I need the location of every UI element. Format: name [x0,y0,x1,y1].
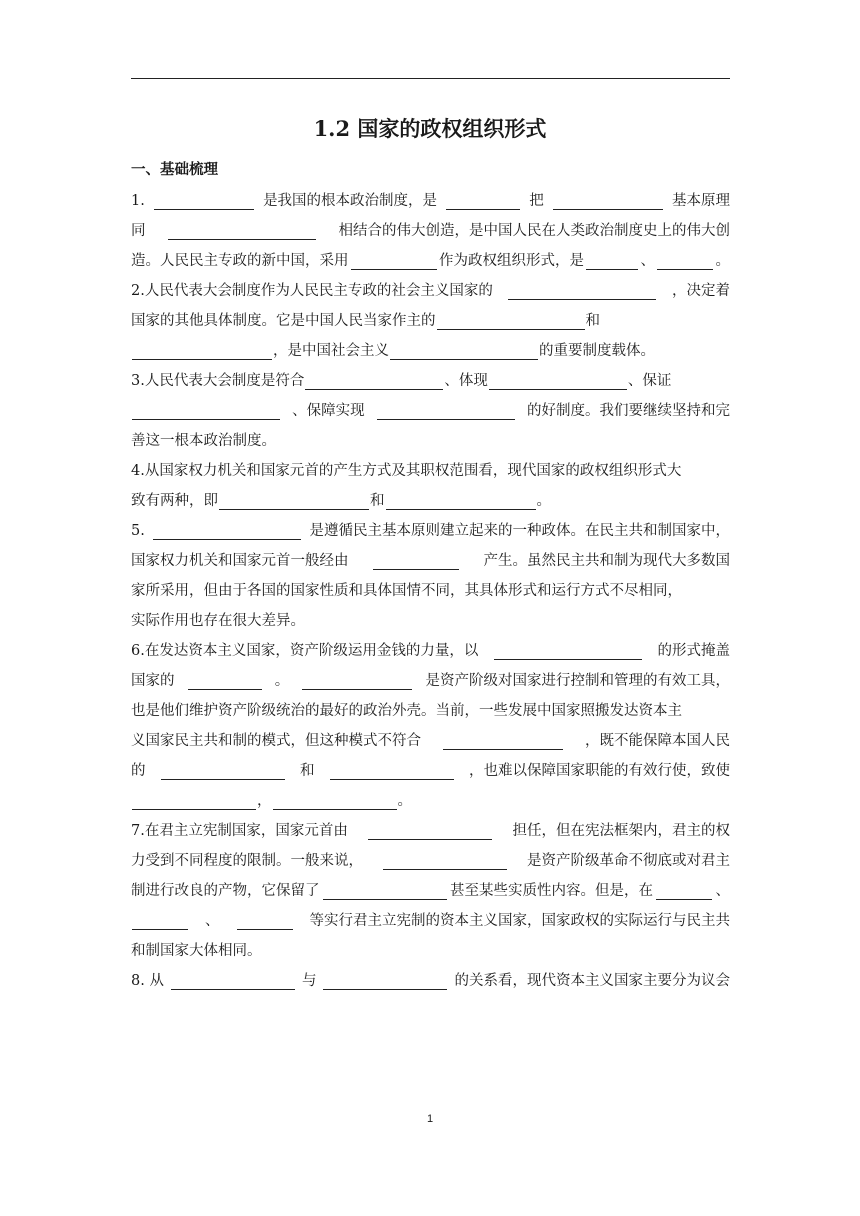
page-title: 1.2 国家的政权组织形式 [313,116,547,141]
paragraph-7-line-5: 和制国家大体相同。 [131,943,262,959]
paragraph-4-line-1: 4.从国家权力机关和国家元首的产生方式及其职权范围看，现代国家的政权组织形式大 [131,463,682,479]
blank[interactable] [351,252,437,270]
blank[interactable] [132,342,272,360]
header-rule [131,78,730,79]
blank[interactable] [656,882,712,900]
blank[interactable] [446,192,520,210]
paragraph-5-line-1: 5. 是遵循民主基本原则建立起来的一种政体。在民主共和制国家中， [131,523,730,539]
blank[interactable] [132,792,256,810]
paragraph-5-line-4: 实际作用也存在很大差异。 [131,613,305,629]
paragraph-6-line-5: 的 和 ，也难以保障国家职能的有效行使，致使 [131,763,730,779]
page-number: 1 [426,1113,434,1125]
paragraph-2-line-2: 国家的其他具体制度。它是中国人民当家作主的 和 [131,313,600,329]
blank[interactable] [489,372,627,390]
paragraph-1-line-3: 造。人民民主专政的新中国，采用 作为政权组织形式，是 、 。 [131,253,730,269]
paragraph-7-line-3: 制进行改良的产物，它保留了 甚至某些实质性内容。但是，在 、 [131,883,730,899]
paragraph-1-line-2: 同 相结合的伟大创造，是中国人民在人类政治制度史上的伟大创 [131,223,730,239]
paragraph-4-line-2: 致有两种，即 和 。 [131,493,551,509]
paragraph-6-line-4: 义国家民主共和制的模式，但这种模式不符合 ，既不能保障本国人民 [131,733,730,749]
blank[interactable] [188,672,262,690]
blank[interactable] [132,912,188,930]
blank[interactable] [161,762,285,780]
blank[interactable] [323,882,447,900]
paragraph-5-line-3: 家所采用，但由于各国的国家性质和具体国情不同，其具体形式和运行方式不尽相同， [131,583,682,599]
blank[interactable] [437,312,585,330]
paragraph-1-line-1: 1. 是我国的根本政治制度，是 把 基本原理 [131,193,730,209]
blank[interactable] [330,762,454,780]
blank[interactable] [154,192,254,210]
blank[interactable] [237,912,293,930]
paragraph-6-line-6: ， 。 [131,786,730,816]
blank[interactable] [386,492,536,510]
blank[interactable] [553,192,663,210]
blank[interactable] [323,972,447,990]
blank[interactable] [302,672,412,690]
blank[interactable] [377,402,515,420]
blank[interactable] [657,252,713,270]
blank[interactable] [586,252,638,270]
paragraph-6-line-2: 国家的 。 是资产阶级对国家进行控制和管理的有效工具， [131,673,730,689]
blank[interactable] [219,492,369,510]
paragraph-7-line-4: 、 等实行君主立宪制的资本主义国家，国家政权的实际运行与民主共 [131,906,730,936]
blank[interactable] [443,732,563,750]
blank[interactable] [368,822,492,840]
blank[interactable] [171,972,295,990]
section-heading: 一、基础梳理 [131,162,218,178]
blank[interactable] [273,792,397,810]
paragraph-2-line-1: 2.人民代表大会制度作为人民民主专政的社会主义国家的 ，决定着 [131,283,730,299]
blank[interactable] [508,282,656,300]
blank[interactable] [373,552,459,570]
paragraph-6-line-1: 6.在发达资本主义国家，资产阶级运用金钱的力量，以 的形式掩盖 [131,643,730,659]
paragraph-8-line-1: 8. 从 与 的关系看，现代资本主义国家主要分为议会 [131,973,730,989]
blank[interactable] [305,372,443,390]
paragraph-7-line-1: 7.在君主立宪制国家，国家元首由 担任，但在宪法框架内，君主的权 [131,823,730,839]
blank[interactable] [383,852,507,870]
blank[interactable] [132,402,280,420]
paragraph-5-line-2: 国家权力机关和国家元首一般经由 产生。虽然民主共和制为现代大多数国 [131,553,730,569]
paragraph-3-line-3: 善这一根本政治制度。 [131,433,276,449]
blank[interactable] [494,642,642,660]
paragraph-7-line-2: 力受到不同程度的限制。一般来说， 是资产阶级革命不彻底或对君主 [131,853,730,869]
paragraph-2-line-3: ，是中国社会主义 的重要制度载体。 [131,336,730,366]
paragraph-3-line-2: 、保障实现 的好制度。我们要继续坚持和完 [131,396,730,426]
blank[interactable] [390,342,538,360]
paragraph-6-line-3: 也是他们维护资产阶级统治的最好的政治外壳。当前，一些发展中国家照搬发达资本主 [131,703,682,719]
blank[interactable] [168,222,316,240]
paragraph-3-line-1: 3.人民代表大会制度是符合 、体现 、保证 [131,373,672,389]
blank[interactable] [153,522,301,540]
document-body [131,186,730,996]
